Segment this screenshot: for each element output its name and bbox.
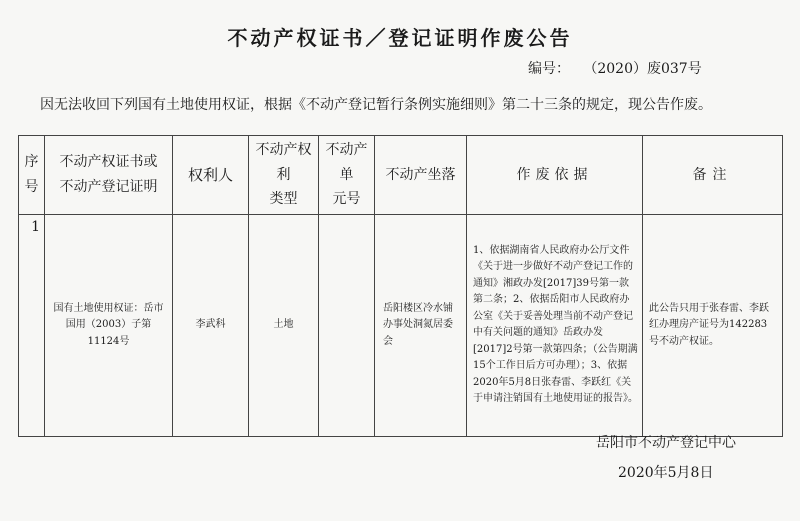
notice-title: 不动产权证书／登记证明作废公告: [227, 26, 573, 50]
header-seq: [19, 136, 45, 215]
cell-void-basis: 1、依据湖南省人民政府办公厅文件《关于进一步做好不动产登记工作的通知》湘政办发[2017]39号第一款第二条；2、依据岳阳市人民政府办公室《关于妥善处理当前不动产登记中有关问题的通知》岳政办发[2017]2号第一款第四条；（公告期满15个工作日后方可办理）；3、依据2020年5月8日张春雷、李跃红《关于申请注销国有土地使用证的报告》。: [467, 214, 643, 437]
header-right-type-line2: 类型: [269, 191, 298, 207]
void-certificate-table: [18, 135, 783, 437]
table-header-row: [19, 136, 783, 215]
cell-holder: 李武科: [173, 214, 249, 437]
header-unit-number-line1: 不动产单: [325, 142, 368, 183]
header-seq-line2: 号: [24, 178, 39, 195]
issue-date: 2020年5月8日: [618, 465, 714, 481]
table-row: [19, 214, 783, 437]
header-seq-line1: 序: [24, 154, 39, 171]
header-right-type: [249, 136, 319, 215]
header-certificate: [45, 136, 173, 215]
header-location: 不动产坐落: [375, 136, 467, 215]
intro-paragraph: 因无法收回下列国有土地使用权证，根据《不动产登记暂行条例实施细则》第二十三条的规定，现公告作废。: [40, 97, 712, 113]
issuing-organization: 岳阳市不动产登记中心: [596, 435, 736, 451]
cell-right-type: 土地: [249, 214, 319, 437]
header-unit-number-line2: 元号: [332, 191, 361, 207]
cell-certificate: 国有土地使用权证：岳市国用（2003）子第11124号: [45, 214, 173, 437]
document-number-value: （2020）废037号: [583, 61, 702, 77]
header-void-basis: 作废依据: [467, 136, 643, 215]
header-unit-number: [319, 136, 375, 215]
header-remark: 备注: [643, 136, 783, 215]
cell-location: 岳阳楼区冷水铺办事处洞氮居委会: [375, 214, 467, 437]
cell-unit-number: [319, 214, 375, 437]
cell-remark: 此公告只用于张春雷、李跃红办理房产证号为142283号不动产权证。: [643, 214, 783, 437]
header-certificate-line2: 不动产登记证明: [59, 178, 158, 195]
header-holder: 权利人: [173, 136, 249, 215]
document-number-label: 编号：: [528, 61, 570, 77]
cell-seq: 1: [19, 214, 45, 437]
header-right-type-line1: 不动产权利: [255, 142, 312, 183]
document-number: [528, 58, 702, 78]
header-certificate-line1: 不动产权证书或: [59, 154, 158, 171]
